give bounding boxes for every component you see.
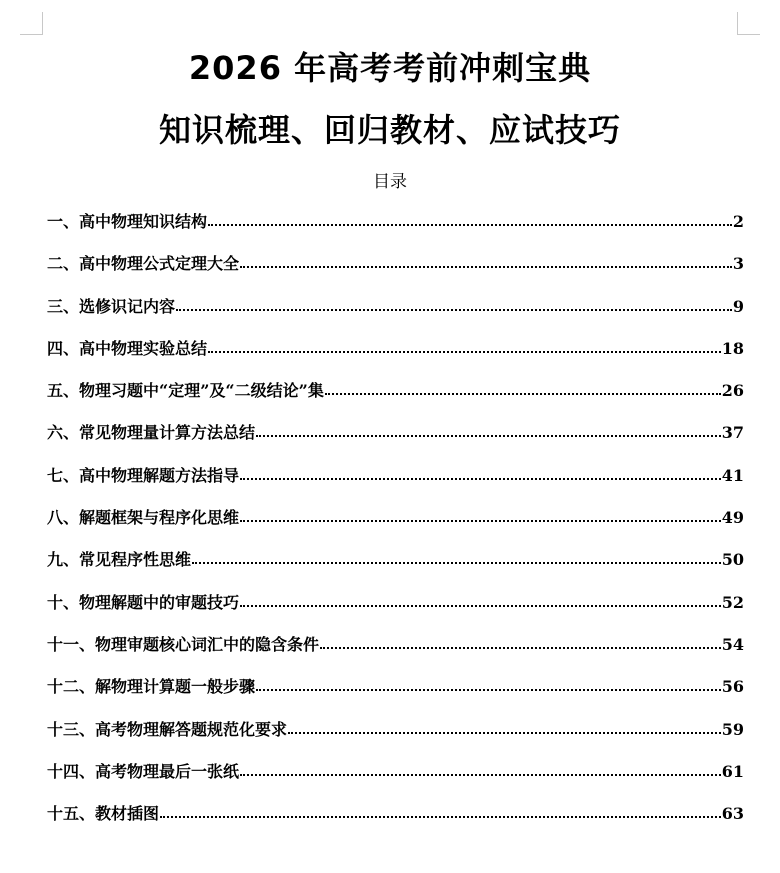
toc-dot-leader <box>256 688 721 691</box>
toc-entry-9[interactable] <box>47 547 744 589</box>
toc-dot-leader <box>288 731 721 734</box>
toc-entry-1[interactable] <box>47 209 744 251</box>
toc-entry-title: 一、高中物理知识结构 <box>47 212 208 231</box>
toc-entry-7[interactable] <box>47 463 744 505</box>
toc-entry-title: 十一、物理审题核心词汇中的隐含条件 <box>47 634 320 654</box>
toc-entry-page: 56 <box>721 677 744 697</box>
toc-entry-page: 9 <box>732 296 744 316</box>
toc-entry-5[interactable] <box>47 378 744 420</box>
document-title: 2026 年高考考前冲刺宝典 <box>188 49 592 87</box>
toc-dot-leader <box>176 308 732 311</box>
toc-dot-leader <box>240 604 721 607</box>
toc-entry-13[interactable] <box>47 717 744 759</box>
toc-entry-title: 十、物理解题中的审题技巧 <box>47 592 240 612</box>
toc-entry-page: 18 <box>721 338 744 358</box>
toc-dot-leader <box>208 223 732 226</box>
toc-entry-2[interactable] <box>47 251 744 293</box>
toc-entry-page: 49 <box>721 508 744 528</box>
toc-dot-leader <box>240 265 732 268</box>
toc-entry-page: 3 <box>732 254 744 274</box>
toc-entry-page: 37 <box>721 423 744 443</box>
toc-entry-11[interactable] <box>47 632 744 674</box>
toc-entry-page: 63 <box>721 804 744 824</box>
toc-entry-10[interactable] <box>47 590 744 632</box>
toc-entry-title: 十五、教材插图 <box>47 804 160 824</box>
toc-entry-6[interactable] <box>47 420 744 462</box>
toc-dot-leader <box>192 561 721 564</box>
toc-entry-page: 61 <box>721 761 744 781</box>
table-of-contents <box>47 209 744 843</box>
toc-entry-page: 41 <box>721 465 744 485</box>
toc-entry-title: 六、常见物理量计算方法总结 <box>47 423 256 443</box>
toc-dot-leader <box>320 646 721 649</box>
toc-entry-title: 十四、高考物理最后一张纸 <box>47 761 240 781</box>
toc-entry-title: 九、常见程序性思维 <box>47 550 192 570</box>
toc-entry-page: 50 <box>721 550 744 570</box>
page-corner-mark-top-right <box>737 12 760 35</box>
toc-dot-leader <box>208 350 721 353</box>
toc-entry-title: 三、选修识记内容 <box>47 296 176 316</box>
toc-entry-title: 五、物理习题中“定理”及“二级结论”集 <box>47 381 324 401</box>
toc-entry-title: 十三、高考物理解答题规范化要求 <box>47 719 288 739</box>
toc-entry-4[interactable] <box>47 336 744 378</box>
toc-dot-leader <box>240 477 721 480</box>
toc-entry-page: 52 <box>721 592 744 612</box>
toc-entry-12[interactable] <box>47 674 744 716</box>
toc-entry-8[interactable] <box>47 505 744 547</box>
toc-entry-title: 八、解题框架与程序化思维 <box>47 508 240 528</box>
toc-entry-title: 十二、解物理计算题一般步骤 <box>47 677 256 697</box>
toc-entry-page: 59 <box>721 719 744 739</box>
toc-dot-leader <box>256 434 721 437</box>
toc-entry-14[interactable] <box>47 759 744 801</box>
toc-entry-page: 2 <box>732 212 744 231</box>
toc-entry-page: 26 <box>721 381 744 401</box>
toc-entry-title: 四、高中物理实验总结 <box>47 338 208 358</box>
toc-dot-leader <box>240 773 721 776</box>
toc-entry-15[interactable] <box>47 801 744 843</box>
toc-entry-title: 二、高中物理公式定理大全 <box>47 254 240 274</box>
toc-entry-3[interactable] <box>47 294 744 336</box>
toc-dot-leader <box>325 392 721 395</box>
toc-entry-title: 七、高中物理解题方法指导 <box>47 465 240 485</box>
toc-dot-leader <box>160 815 721 818</box>
page-corner-mark-top-left <box>20 12 43 35</box>
toc-dot-leader <box>240 519 721 522</box>
document-subtitle: 知识梳理、回归教材、应试技巧 <box>158 111 621 149</box>
toc-entry-page: 54 <box>721 634 744 654</box>
toc-heading: 目录 <box>373 172 407 192</box>
